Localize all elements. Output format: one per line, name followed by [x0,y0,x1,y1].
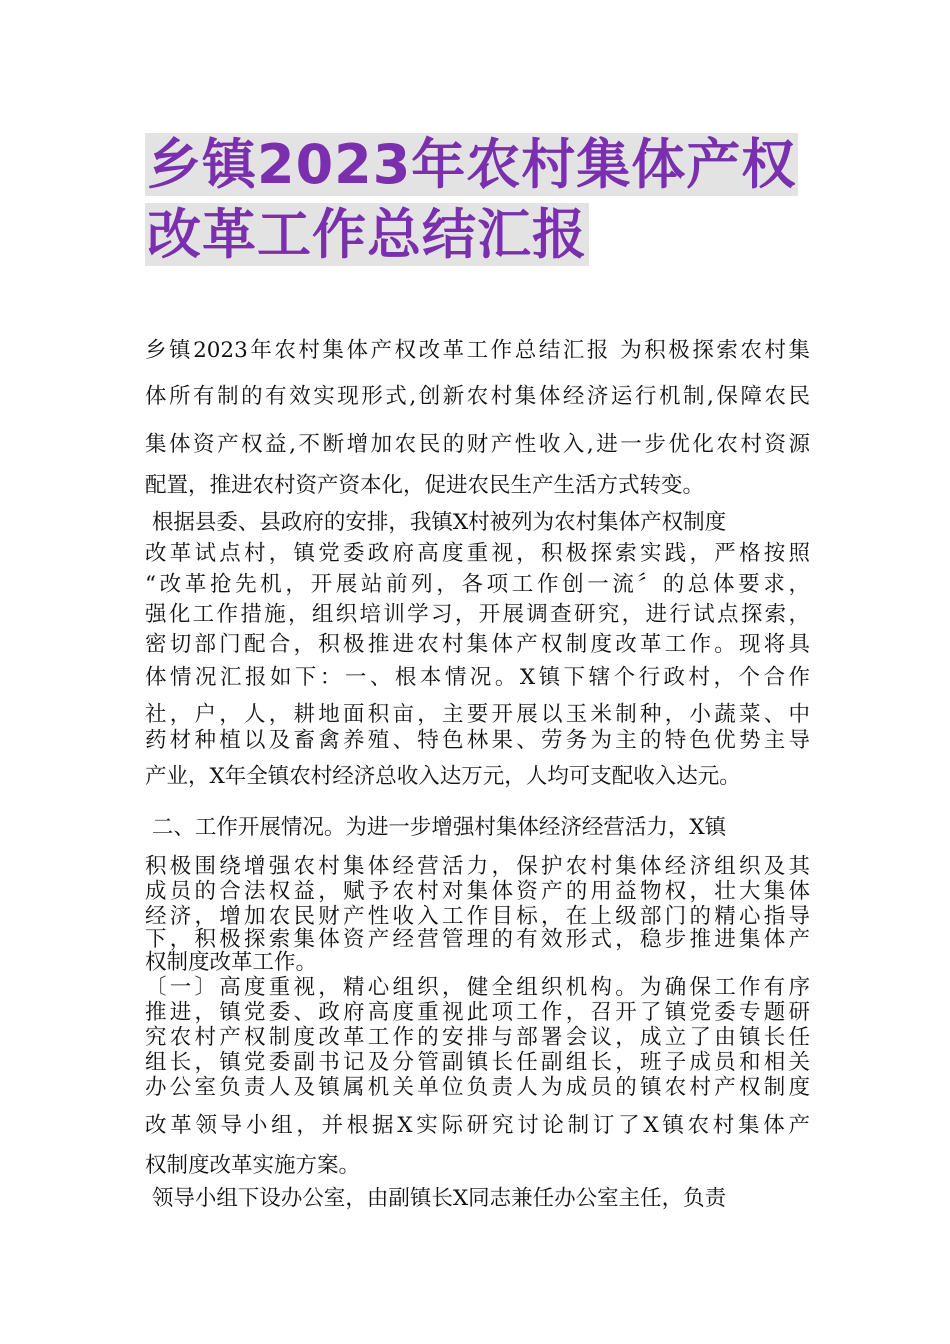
body-line: 药材种植以及畜禽养殖、特色林果、劳务为主的特色优势主导 [145,728,810,753]
document-title [145,130,825,270]
body-line: 密切部门配合，积极推进农村集体产权制度改革工作。现将具 [145,632,810,657]
body-line: 成员的合法权益，赋予农村对集体资产的用益物权，壮大集体 [145,879,810,904]
body-line: 下，积极探索集体资产经营管理的有效形式，稳步推进集体产 [145,927,810,952]
body-line: 〔一〕高度重视，精心组织，健全组织机构。为确保工作有序 [145,975,810,1000]
body-line: 乡镇2023年农村集体产权改革工作总结汇报 为积极探索农村集 [145,338,810,363]
body-line: 积极围绕增强农村集体经营活力，保护农村集体经济组织及其 [145,854,810,879]
body-line: “改革抢先机，开展站前列，各项工作创一流〞的总体要求， [145,572,810,597]
body-line: 配置，推进农村资产资本化，促进农民生产生活方式转变。 [145,473,705,498]
body-line: 经济，增加农民财产性收入工作目标，在上级部门的精心指导 [145,904,810,929]
body-line: 强化工作措施，组织培训学习，开展调查研究，进行试点探索， [145,602,810,627]
body-line: 二、工作开展情况。为进一步增强村集体经济经营活力，X镇 [145,815,727,840]
body-line: 领导小组下设办公室，由副镇长X同志兼任办公室主任，负责 [145,1186,727,1211]
title-line-2: 改革工作总结汇报 [147,203,587,266]
body-line: 推进，镇党委、政府高度重视此项工作，召开了镇党委专题研 [145,1000,810,1025]
body-line: 权制度改革实施方案。 [145,1153,361,1178]
body-line: 组长，镇党委副书记及分管副镇长任副组长，班子成员和相关 [145,1050,810,1075]
title-line-1: 乡镇2023年农村集体产权 [147,133,797,196]
body-line: 根据县委、县政府的安排，我镇X村被列为农村集体产权制度 [145,510,727,535]
body-line: 体所有制的有效实现形式,创新农村集体经济运行机制,保障农民 [145,384,810,409]
body-line: 究农村产权制度改革工作的安排与部署会议，成立了由镇长任 [145,1025,810,1050]
body-line: 集体资产权益,不断增加农民的财产性收入,进一步优化农村资源 [145,432,810,457]
body-line: 产业，X年全镇农村经济总收入达万元，人均可支配收入达元。 [145,764,741,789]
body-line: 改革试点村，镇党委政府高度重视，积极探索实践，严格按照 [145,541,810,566]
body-line: 改革领导小组，并根据X实际研究讨论制订了X镇农村集体产 [145,1113,810,1138]
body-line: 体情况汇报如下：一、根本情况。X镇下辖个行政村，个合作 [145,665,810,690]
body-line: 社，户，人，耕地面积亩，主要开展以玉米制种，小蔬菜、中 [145,702,810,727]
body-line: 办公室负责人及镇属机关单位负责人为成员的镇农村产权制度 [145,1075,810,1100]
body-line: 权制度改革工作。 [145,950,318,975]
